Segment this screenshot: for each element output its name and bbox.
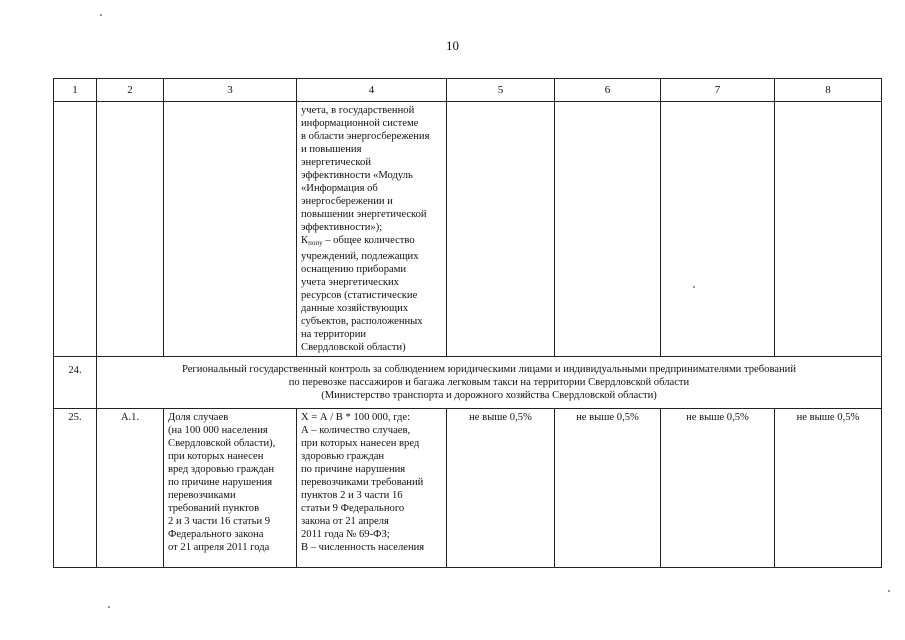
value-col7: не выше 0,5% — [661, 409, 775, 568]
indicators-table — [53, 78, 882, 568]
value-col5: не выше 0,5% — [447, 409, 555, 568]
indicator-code: А.1. — [97, 409, 164, 568]
header-cell: 3 — [164, 79, 297, 102]
table-row — [54, 409, 882, 568]
header-cell: 8 — [775, 79, 882, 102]
formula-text-part2: – общее количество учреждений, подлежащих оснащению приборами учета энергетических ресурсов (статистические данные хозяйствующих субъектов, расположенных на территории Свердловской области) — [301, 235, 423, 353]
section-title: Региональный государственный контроль за соблюдением юридическими лицами и индивидуальными предпринимателями требований по перевозке пассажиров и багажа легковым такси на территории Свердловской области (Министерство транспорта и дорожного хозяйства Свердловской области) — [97, 357, 882, 409]
k-symbol: К — [301, 235, 309, 246]
value-col8: не выше 0,5% — [775, 409, 882, 568]
page-number: 10 — [446, 38, 459, 53]
header-cell: 4 — [297, 79, 447, 102]
empty-cell — [555, 102, 661, 357]
scan-speck — [108, 606, 110, 608]
section-row — [54, 357, 882, 409]
empty-cell — [97, 102, 164, 357]
scan-speck — [100, 14, 102, 16]
empty-cell — [164, 102, 297, 357]
empty-cell — [54, 102, 97, 357]
row-number: 25. — [54, 409, 97, 568]
empty-cell — [661, 102, 775, 357]
value-col6: не выше 0,5% — [555, 409, 661, 568]
k-subscript: попу — [308, 239, 323, 247]
header-cell: 2 — [97, 79, 164, 102]
header-cell: 6 — [555, 79, 661, 102]
scan-speck — [693, 286, 695, 288]
section-number: 24. — [54, 357, 97, 409]
scan-speck — [888, 590, 890, 592]
formula-continuation-cell — [297, 102, 447, 357]
header-cell: 1 — [54, 79, 97, 102]
formula-cell — [297, 409, 447, 568]
header-cell: 7 — [661, 79, 775, 102]
formula-text-part1: учета, в государственной информационной системе в области энергосбережения и повышения энергетической эффективности «Модуль «Информация об энергосбережении и повышении энергетической эффективности»); — [301, 105, 430, 233]
header-cell: 5 — [447, 79, 555, 102]
table-header-row — [54, 79, 882, 102]
formula-text: Х = А / В * 100 000, где: А – количество случаев, при которых нанесен вред здоровью граждан по причине нарушения перевозчиками требований пунктов 2 и 3 части 16 статьи 9 Федерального закона от 21 апреля 2011 года № 69-ФЗ; В – численность населения — [301, 412, 425, 553]
empty-cell — [447, 102, 555, 357]
continued-row — [54, 102, 882, 357]
empty-cell — [775, 102, 882, 357]
indicator-name-cell — [164, 409, 297, 568]
indicator-name: Доля случаев (на 100 000 населения Свердловской области), при которых нанесен вред здоровью граждан по причине нарушения перевозчиками требований пунктов 2 и 3 части 16 статьи 9 Федерального закона от 21 апреля 2011 года — [168, 412, 276, 553]
